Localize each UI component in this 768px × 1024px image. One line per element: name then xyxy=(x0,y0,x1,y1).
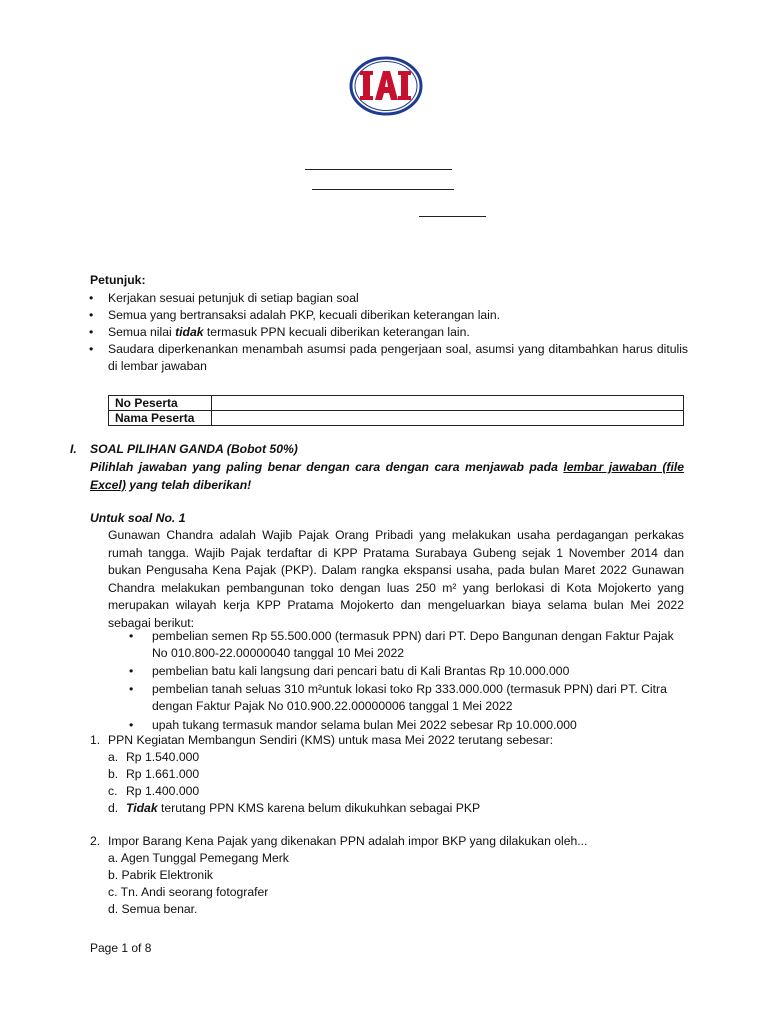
case-cost-list xyxy=(128,628,684,735)
answer-sheet-link: lembar jawaban (file Excel) xyxy=(90,460,685,492)
list-item: • pembelian batu kali langsung dari pencari batu di Kali Brantas Rp 10.000.000 xyxy=(129,664,570,679)
question-2 xyxy=(90,833,684,918)
question-1 xyxy=(90,732,684,817)
blank-title-line-2 xyxy=(312,189,454,190)
bullet-icon: • xyxy=(89,291,94,305)
bullet-icon: • xyxy=(89,342,94,356)
page-number: Page 1 of 8 xyxy=(90,941,152,955)
answer-option-a: a. Rp 1.540.000 xyxy=(108,750,200,764)
question-text: Impor Barang Kena Pajak yang dikenakan PPN adalah impor BKP yang dilakukan oleh... xyxy=(108,834,588,848)
list-item: • upah tukang termasuk mandor selama bulan Mei 2022 sebesar Rp 10.000.000 xyxy=(129,717,577,732)
participant-number-label: No Peserta xyxy=(109,396,212,411)
question-text: PPN Kegiatan Membangun Sendiri (KMS) untuk masa Mei 2022 terutang sebesar: xyxy=(108,733,554,747)
section-number: I. xyxy=(70,442,77,456)
list-item: • pembelian semen Rp 55.500.000 (termasuk PPN) dari PT. Depo Bangunan dengan Faktur Pajak No 010.800-22.00000040 tanggal 10 Mei 2022 xyxy=(129,629,674,660)
table-row xyxy=(109,411,684,426)
bullet-icon: • xyxy=(129,717,134,732)
participant-number-field[interactable] xyxy=(212,396,684,411)
list-item: • Saudara diperkenankan menambah asumsi pada pengerjaan soal, asumsi yang ditambahkan harus ditulis di lembar jawaban xyxy=(89,342,688,373)
case-heading: Untuk soal No. 1 xyxy=(90,511,186,525)
question-number: 1. xyxy=(90,733,101,747)
answer-option-b: b. Pabrik Elektronik xyxy=(108,868,213,882)
bullet-icon: • xyxy=(89,308,94,322)
table-row xyxy=(109,396,684,411)
answer-option-a: a. Agen Tunggal Pemegang Merk xyxy=(108,851,289,865)
emphasis-tidak: tidak xyxy=(175,325,204,339)
answer-option-d: d. Tidak terutang PPN KMS karena belum dikukuhkan sebagai PKP xyxy=(108,801,481,815)
answer-option-c: c. Rp 1.400.000 xyxy=(108,784,200,798)
list-item: • Kerjakan sesuai petunjuk di setiap bagian soal xyxy=(89,291,359,305)
list-item: • Semua nilai tidak termasuk PPN kecuali diberikan keterangan lain. xyxy=(89,325,470,339)
bullet-icon: • xyxy=(89,325,94,339)
instructions-list xyxy=(88,290,688,375)
emphasis-tidak: Tidak xyxy=(126,801,158,815)
blank-date-line xyxy=(419,216,486,217)
answer-option-b: b. Rp 1.661.000 xyxy=(108,767,200,781)
answer-option-d: d. Semua benar. xyxy=(108,902,198,916)
list-item: • Semua yang bertransaksi adalah PKP, kecuali diberikan keterangan lain. xyxy=(89,308,501,322)
answer-option-c: c. Tn. Andi seorang fotografer xyxy=(108,885,269,899)
participant-table xyxy=(108,395,684,426)
participant-name-field[interactable] xyxy=(212,411,684,426)
instructions-heading: Petunjuk: xyxy=(90,273,146,287)
question-number: 2. xyxy=(90,834,101,848)
section-title: SOAL PILIHAN GANDA (Bobot 50%) xyxy=(90,442,298,456)
participant-name-label: Nama Peserta xyxy=(109,411,212,426)
blank-title-line-1 xyxy=(305,169,452,170)
case-paragraph: Gunawan Chandra adalah Wajib Pajak Orang Pribadi yang melakukan usaha perdagangan perkakas rumah tangga. Wajib Pajak terdaftar di KPP Pratama Surabaya Gubeng sejak 1 November 2014 dan bukan Pengusaha Kena Pajak (PKP). Dalam rangka ekspansi usaha, pada bulan Maret 2022 Gunawan Chandra melakukan pembangunan toko dengan luas 250 m² yang berlokasi di Kota Mojokerto yang merupakan wilayah kerja KPP Pratama Mojokerto dan mengeluarkan biaya selama bulan Mei 2022 sebagai berikut: xyxy=(108,528,684,630)
iai-logo-icon xyxy=(349,56,423,116)
list-item: • pembelian tanah seluas 310 m²untuk lokasi toko Rp 333.000.000 (termasuk PPN) dari PT. Citra dengan Faktur Pajak No 010.900.22.00000006 tanggal 1 Mei 2022 xyxy=(129,682,667,714)
bullet-icon: • xyxy=(129,629,134,643)
bullet-icon: • xyxy=(129,682,134,697)
section-instruction: Pilihlah jawaban yang paling benar dengan cara dengan cara menjawab pada lembar jawaban (file Excel) yang telah diberikan! xyxy=(90,460,685,492)
bullet-icon: • xyxy=(129,664,134,679)
